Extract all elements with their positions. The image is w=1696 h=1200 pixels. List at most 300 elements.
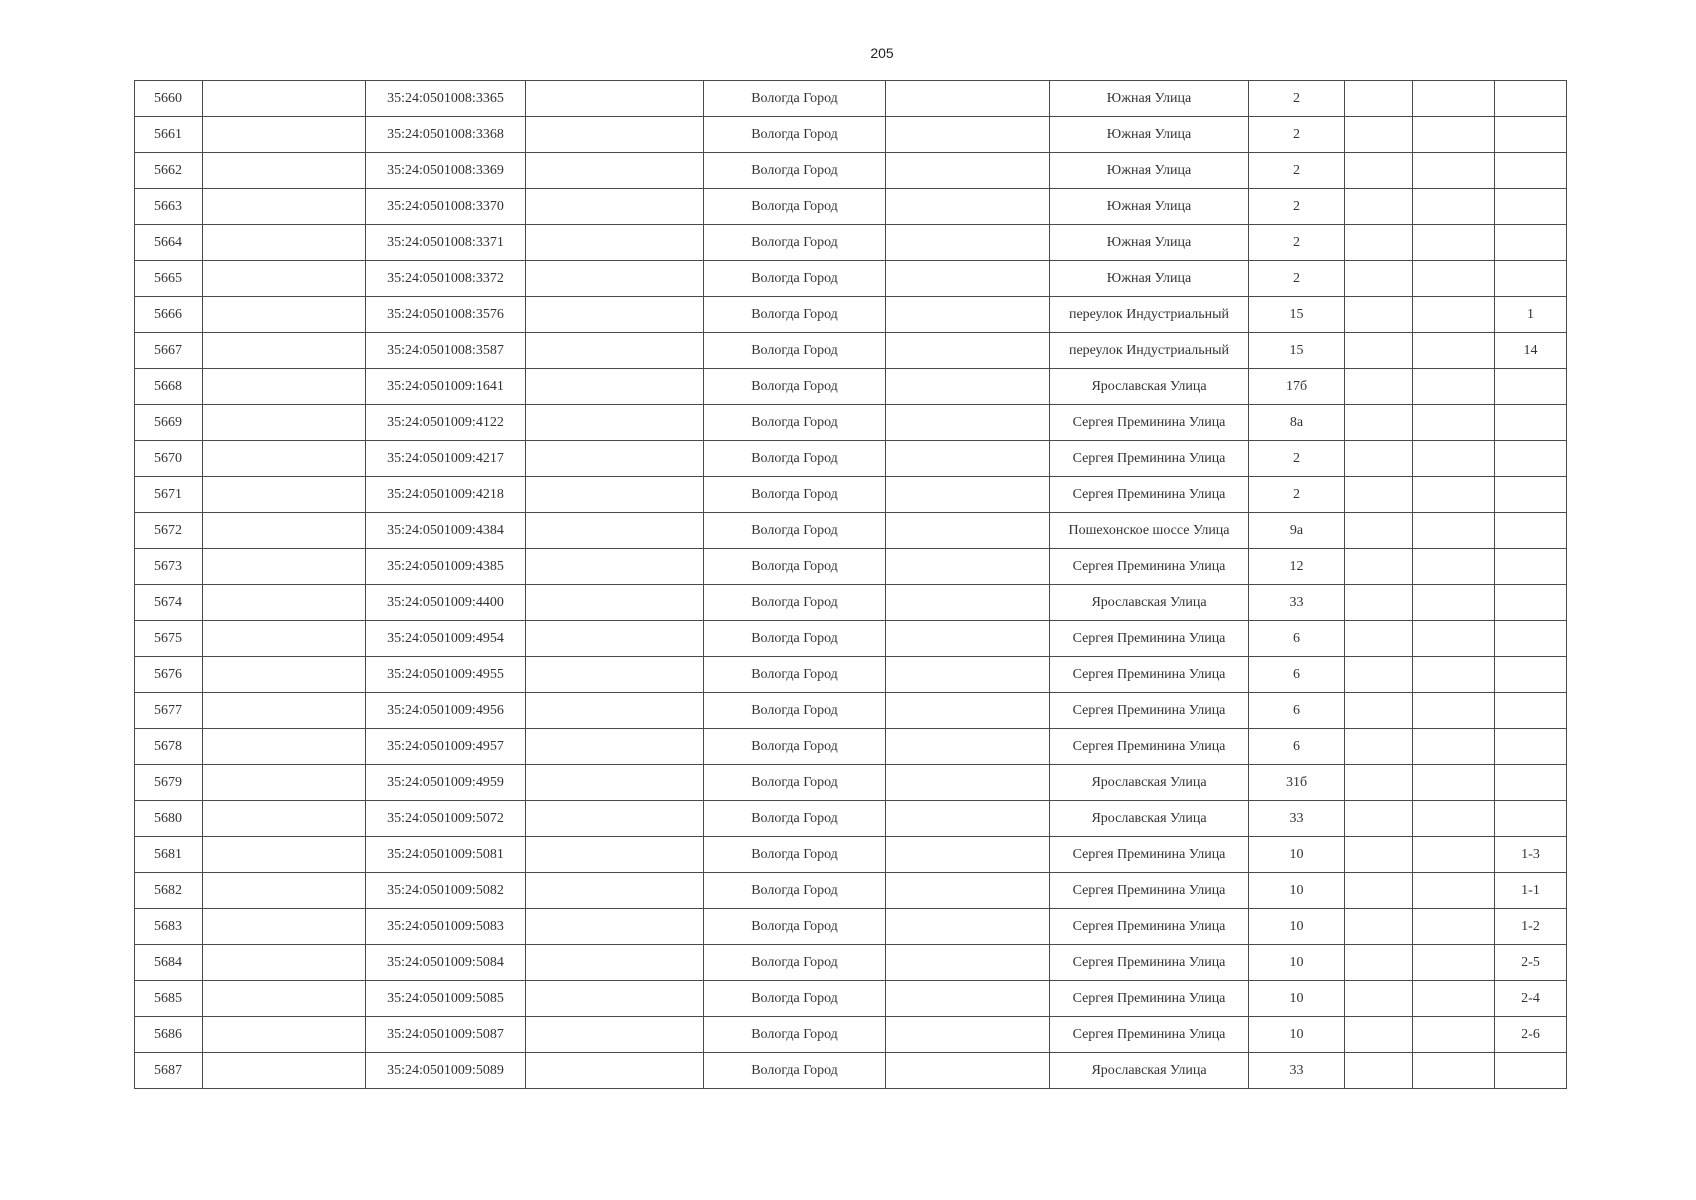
cell-empty xyxy=(1345,261,1413,297)
cell-street: Сергея Преминина Улица xyxy=(1050,729,1249,765)
cell-empty xyxy=(526,513,704,549)
cell-empty xyxy=(886,621,1050,657)
cell-city: Вологда Город xyxy=(704,405,886,441)
table-row xyxy=(135,189,1567,225)
cell-house: 6 xyxy=(1249,729,1345,765)
cell-cadastral-number: 35:24:0501009:5085 xyxy=(366,981,526,1017)
cell-cadastral-number: 35:24:0501009:5082 xyxy=(366,873,526,909)
cell-empty xyxy=(1413,657,1495,693)
cell-house: 15 xyxy=(1249,297,1345,333)
cell-street: Сергея Преминина Улица xyxy=(1050,837,1249,873)
cell-street: Сергея Преминина Улица xyxy=(1050,693,1249,729)
cell-empty xyxy=(526,225,704,261)
cell-house: 10 xyxy=(1249,1017,1345,1053)
cell-flat: 1-3 xyxy=(1495,837,1567,873)
table-row xyxy=(135,297,1567,333)
cell-street: Ярославская Улица xyxy=(1050,585,1249,621)
cell-cadastral-number: 35:24:0501009:5072 xyxy=(366,801,526,837)
cell-empty xyxy=(1345,405,1413,441)
cell-city: Вологда Город xyxy=(704,909,886,945)
cell-empty xyxy=(526,405,704,441)
cell-city: Вологда Город xyxy=(704,225,886,261)
cell-empty xyxy=(886,765,1050,801)
cell-street: Сергея Преминина Улица xyxy=(1050,909,1249,945)
cell-house: 2 xyxy=(1249,117,1345,153)
cell-house: 2 xyxy=(1249,261,1345,297)
cell-empty xyxy=(886,549,1050,585)
cell-city: Вологда Город xyxy=(704,1053,886,1089)
cell-flat: 1-2 xyxy=(1495,909,1567,945)
table-row xyxy=(135,117,1567,153)
cell-empty xyxy=(203,153,366,189)
cell-empty xyxy=(886,369,1050,405)
cell-cadastral-number: 35:24:0501009:4122 xyxy=(366,405,526,441)
cell-flat xyxy=(1495,477,1567,513)
cell-empty xyxy=(886,297,1050,333)
cell-city: Вологда Город xyxy=(704,297,886,333)
table-row xyxy=(135,765,1567,801)
cell-empty xyxy=(1345,873,1413,909)
registry-table xyxy=(134,80,1567,1089)
cell-city: Вологда Город xyxy=(704,1017,886,1053)
cell-flat xyxy=(1495,513,1567,549)
cell-empty xyxy=(526,117,704,153)
page-number: 205 xyxy=(870,45,894,61)
cell-city: Вологда Город xyxy=(704,801,886,837)
cell-empty xyxy=(1413,81,1495,117)
cell-city: Вологда Город xyxy=(704,693,886,729)
cell-empty xyxy=(1413,117,1495,153)
cell-empty xyxy=(203,981,366,1017)
cell-flat: 1-1 xyxy=(1495,873,1567,909)
cell-empty xyxy=(526,369,704,405)
cell-empty xyxy=(1413,837,1495,873)
cell-empty xyxy=(526,81,704,117)
cell-street: Сергея Преминина Улица xyxy=(1050,945,1249,981)
table-row xyxy=(135,837,1567,873)
cell-empty xyxy=(526,297,704,333)
cell-empty xyxy=(1345,945,1413,981)
cell-street: Южная Улица xyxy=(1050,189,1249,225)
cell-flat xyxy=(1495,441,1567,477)
cell-empty xyxy=(526,1017,704,1053)
cell-empty xyxy=(1413,477,1495,513)
cell-flat xyxy=(1495,765,1567,801)
cell-street: Ярославская Улица xyxy=(1050,801,1249,837)
cell-empty xyxy=(1345,153,1413,189)
cell-empty xyxy=(1345,513,1413,549)
cell-house: 10 xyxy=(1249,945,1345,981)
cell-row-number: 5678 xyxy=(135,729,203,765)
cell-empty xyxy=(203,873,366,909)
cell-empty xyxy=(203,1017,366,1053)
cell-row-number: 5675 xyxy=(135,621,203,657)
cell-empty xyxy=(1345,189,1413,225)
cell-empty xyxy=(886,477,1050,513)
cell-empty xyxy=(1413,765,1495,801)
cell-empty xyxy=(526,693,704,729)
cell-cadastral-number: 35:24:0501008:3365 xyxy=(366,81,526,117)
cell-empty xyxy=(886,333,1050,369)
table-row xyxy=(135,81,1567,117)
cell-empty xyxy=(203,225,366,261)
cell-row-number: 5673 xyxy=(135,549,203,585)
cell-empty xyxy=(1413,585,1495,621)
cell-empty xyxy=(1413,981,1495,1017)
cell-house: 10 xyxy=(1249,981,1345,1017)
cell-flat xyxy=(1495,153,1567,189)
cell-empty xyxy=(1345,909,1413,945)
cell-row-number: 5676 xyxy=(135,657,203,693)
table-row xyxy=(135,333,1567,369)
cell-empty xyxy=(1413,297,1495,333)
cell-cadastral-number: 35:24:0501009:4217 xyxy=(366,441,526,477)
cell-cadastral-number: 35:24:0501009:5083 xyxy=(366,909,526,945)
cell-empty xyxy=(1413,909,1495,945)
cell-empty xyxy=(526,549,704,585)
table-row xyxy=(135,1053,1567,1089)
cell-empty xyxy=(1413,1053,1495,1089)
cell-flat xyxy=(1495,657,1567,693)
cell-house: 10 xyxy=(1249,837,1345,873)
table-row xyxy=(135,441,1567,477)
cell-flat: 2-4 xyxy=(1495,981,1567,1017)
cell-empty xyxy=(886,117,1050,153)
cell-empty xyxy=(1345,837,1413,873)
cell-empty xyxy=(203,297,366,333)
cell-empty xyxy=(526,477,704,513)
table-row xyxy=(135,225,1567,261)
cell-house: 2 xyxy=(1249,81,1345,117)
cell-city: Вологда Город xyxy=(704,729,886,765)
cell-empty xyxy=(526,333,704,369)
table-row xyxy=(135,945,1567,981)
cell-empty xyxy=(886,909,1050,945)
cell-flat xyxy=(1495,585,1567,621)
cell-empty xyxy=(526,909,704,945)
table-row xyxy=(135,513,1567,549)
cell-city: Вологда Город xyxy=(704,549,886,585)
cell-empty xyxy=(1413,333,1495,369)
table-row xyxy=(135,981,1567,1017)
cell-cadastral-number: 35:24:0501009:4955 xyxy=(366,657,526,693)
cell-flat xyxy=(1495,1053,1567,1089)
cell-empty xyxy=(203,117,366,153)
table-row xyxy=(135,801,1567,837)
table-row xyxy=(135,657,1567,693)
cell-empty xyxy=(203,945,366,981)
cell-row-number: 5668 xyxy=(135,369,203,405)
cell-city: Вологда Город xyxy=(704,333,886,369)
cell-row-number: 5660 xyxy=(135,81,203,117)
cell-street: Пошехонское шоссе Улица xyxy=(1050,513,1249,549)
cell-empty xyxy=(1413,261,1495,297)
cell-street: Сергея Преминина Улица xyxy=(1050,621,1249,657)
cell-empty xyxy=(526,801,704,837)
cell-city: Вологда Город xyxy=(704,621,886,657)
cell-empty xyxy=(886,837,1050,873)
cell-empty xyxy=(526,621,704,657)
cell-house: 33 xyxy=(1249,1053,1345,1089)
cell-empty xyxy=(1413,441,1495,477)
cell-empty xyxy=(1413,225,1495,261)
cell-street: Сергея Преминина Улица xyxy=(1050,981,1249,1017)
cell-city: Вологда Город xyxy=(704,441,886,477)
cell-city: Вологда Город xyxy=(704,81,886,117)
cell-house: 2 xyxy=(1249,477,1345,513)
cell-row-number: 5684 xyxy=(135,945,203,981)
cell-empty xyxy=(526,945,704,981)
table-row xyxy=(135,909,1567,945)
cell-house: 6 xyxy=(1249,693,1345,729)
cell-empty xyxy=(526,981,704,1017)
cell-empty xyxy=(526,261,704,297)
table-row xyxy=(135,477,1567,513)
cell-row-number: 5671 xyxy=(135,477,203,513)
cell-row-number: 5683 xyxy=(135,909,203,945)
cell-empty xyxy=(886,81,1050,117)
cell-empty xyxy=(1345,729,1413,765)
cell-empty xyxy=(526,657,704,693)
cell-city: Вологда Город xyxy=(704,837,886,873)
cell-empty xyxy=(1345,765,1413,801)
cell-empty xyxy=(886,261,1050,297)
cell-empty xyxy=(203,513,366,549)
cell-flat xyxy=(1495,729,1567,765)
cell-house: 12 xyxy=(1249,549,1345,585)
cell-cadastral-number: 35:24:0501008:3369 xyxy=(366,153,526,189)
cell-house: 6 xyxy=(1249,657,1345,693)
cell-city: Вологда Город xyxy=(704,261,886,297)
cell-street: Южная Улица xyxy=(1050,153,1249,189)
cell-empty xyxy=(203,801,366,837)
cell-house: 2 xyxy=(1249,225,1345,261)
cell-cadastral-number: 35:24:0501009:5084 xyxy=(366,945,526,981)
cell-row-number: 5686 xyxy=(135,1017,203,1053)
cell-street: переулок Индустриальный xyxy=(1050,297,1249,333)
cell-house: 2 xyxy=(1249,153,1345,189)
cell-empty xyxy=(886,981,1050,1017)
cell-empty xyxy=(886,225,1050,261)
cell-empty xyxy=(203,837,366,873)
cell-empty xyxy=(203,585,366,621)
cell-empty xyxy=(203,369,366,405)
cell-empty xyxy=(203,189,366,225)
cell-cadastral-number: 35:24:0501008:3370 xyxy=(366,189,526,225)
cell-flat: 2-6 xyxy=(1495,1017,1567,1053)
cell-empty xyxy=(1345,81,1413,117)
table-row xyxy=(135,153,1567,189)
cell-street: Ярославская Улица xyxy=(1050,765,1249,801)
cell-empty xyxy=(203,1053,366,1089)
cell-empty xyxy=(886,153,1050,189)
cell-cadastral-number: 35:24:0501008:3372 xyxy=(366,261,526,297)
cell-empty xyxy=(1345,549,1413,585)
cell-empty xyxy=(203,765,366,801)
cell-flat: 1 xyxy=(1495,297,1567,333)
cell-street: Южная Улица xyxy=(1050,261,1249,297)
cell-empty xyxy=(1413,189,1495,225)
cell-empty xyxy=(1413,153,1495,189)
cell-empty xyxy=(526,729,704,765)
cell-flat xyxy=(1495,621,1567,657)
cell-row-number: 5663 xyxy=(135,189,203,225)
cell-flat xyxy=(1495,693,1567,729)
cell-empty xyxy=(1345,621,1413,657)
cell-flat xyxy=(1495,405,1567,441)
cell-empty xyxy=(1345,693,1413,729)
cell-empty xyxy=(203,441,366,477)
cell-empty xyxy=(886,513,1050,549)
table-row xyxy=(135,585,1567,621)
table-row xyxy=(135,873,1567,909)
cell-house: 33 xyxy=(1249,801,1345,837)
cell-empty xyxy=(1413,513,1495,549)
cell-row-number: 5685 xyxy=(135,981,203,1017)
cell-row-number: 5672 xyxy=(135,513,203,549)
cell-row-number: 5665 xyxy=(135,261,203,297)
cell-row-number: 5661 xyxy=(135,117,203,153)
cell-house: 2 xyxy=(1249,189,1345,225)
cell-flat: 14 xyxy=(1495,333,1567,369)
table-row xyxy=(135,621,1567,657)
cell-street: Ярославская Улица xyxy=(1050,1053,1249,1089)
cell-empty xyxy=(526,441,704,477)
cell-cadastral-number: 35:24:0501009:4385 xyxy=(366,549,526,585)
cell-street: Сергея Преминина Улица xyxy=(1050,405,1249,441)
cell-cadastral-number: 35:24:0501009:4400 xyxy=(366,585,526,621)
cell-row-number: 5666 xyxy=(135,297,203,333)
cell-street: Сергея Преминина Улица xyxy=(1050,477,1249,513)
cell-empty xyxy=(203,477,366,513)
cell-row-number: 5679 xyxy=(135,765,203,801)
cell-cadastral-number: 35:24:0501009:4384 xyxy=(366,513,526,549)
cell-cadastral-number: 35:24:0501009:1641 xyxy=(366,369,526,405)
cell-row-number: 5669 xyxy=(135,405,203,441)
cell-empty xyxy=(203,621,366,657)
cell-empty xyxy=(886,1017,1050,1053)
cell-flat xyxy=(1495,117,1567,153)
cell-house: 31б xyxy=(1249,765,1345,801)
table-row xyxy=(135,729,1567,765)
cell-row-number: 5664 xyxy=(135,225,203,261)
cell-empty xyxy=(1345,297,1413,333)
cell-street: Сергея Преминина Улица xyxy=(1050,657,1249,693)
cell-row-number: 5662 xyxy=(135,153,203,189)
table-row xyxy=(135,693,1567,729)
cell-empty xyxy=(1413,801,1495,837)
cell-empty xyxy=(203,693,366,729)
cell-empty xyxy=(1413,729,1495,765)
cell-city: Вологда Город xyxy=(704,873,886,909)
cell-city: Вологда Город xyxy=(704,765,886,801)
cell-empty xyxy=(886,801,1050,837)
table-row xyxy=(135,1017,1567,1053)
table-row xyxy=(135,549,1567,585)
cell-house: 8а xyxy=(1249,405,1345,441)
cell-empty xyxy=(1345,657,1413,693)
cell-city: Вологда Город xyxy=(704,657,886,693)
cell-cadastral-number: 35:24:0501009:4957 xyxy=(366,729,526,765)
cell-empty xyxy=(886,729,1050,765)
cell-street: Южная Улица xyxy=(1050,81,1249,117)
cell-house: 9а xyxy=(1249,513,1345,549)
cell-city: Вологда Город xyxy=(704,477,886,513)
cell-empty xyxy=(1345,477,1413,513)
cell-empty xyxy=(1345,441,1413,477)
cell-empty xyxy=(526,189,704,225)
cell-empty xyxy=(1345,1017,1413,1053)
cell-house: 6 xyxy=(1249,621,1345,657)
cell-city: Вологда Город xyxy=(704,117,886,153)
cell-cadastral-number: 35:24:0501008:3368 xyxy=(366,117,526,153)
cell-street: Южная Улица xyxy=(1050,225,1249,261)
cell-empty xyxy=(1345,1053,1413,1089)
cell-empty xyxy=(203,405,366,441)
cell-empty xyxy=(203,729,366,765)
table-row xyxy=(135,369,1567,405)
cell-row-number: 5680 xyxy=(135,801,203,837)
cell-empty xyxy=(526,585,704,621)
cell-empty xyxy=(1413,549,1495,585)
cell-cadastral-number: 35:24:0501009:5087 xyxy=(366,1017,526,1053)
cell-house: 10 xyxy=(1249,873,1345,909)
cell-empty xyxy=(526,1053,704,1089)
cell-empty xyxy=(886,693,1050,729)
cell-flat xyxy=(1495,801,1567,837)
cell-cadastral-number: 35:24:0501009:5081 xyxy=(366,837,526,873)
cell-city: Вологда Город xyxy=(704,513,886,549)
cell-city: Вологда Город xyxy=(704,153,886,189)
cell-empty xyxy=(886,1053,1050,1089)
table-row xyxy=(135,261,1567,297)
cell-street: Сергея Преминина Улица xyxy=(1050,873,1249,909)
cell-cadastral-number: 35:24:0501009:4959 xyxy=(366,765,526,801)
cell-empty xyxy=(1413,621,1495,657)
cell-street: Сергея Преминина Улица xyxy=(1050,441,1249,477)
cell-street: Сергея Преминина Улица xyxy=(1050,549,1249,585)
cell-city: Вологда Город xyxy=(704,945,886,981)
cell-empty xyxy=(886,873,1050,909)
cell-empty xyxy=(203,81,366,117)
cell-empty xyxy=(526,153,704,189)
cell-empty xyxy=(886,441,1050,477)
cell-empty xyxy=(526,765,704,801)
cell-flat xyxy=(1495,225,1567,261)
table-row xyxy=(135,405,1567,441)
cell-empty xyxy=(886,189,1050,225)
cell-house: 33 xyxy=(1249,585,1345,621)
cell-cadastral-number: 35:24:0501009:4956 xyxy=(366,693,526,729)
cell-house: 2 xyxy=(1249,441,1345,477)
cell-flat xyxy=(1495,261,1567,297)
cell-empty xyxy=(1345,369,1413,405)
cell-empty xyxy=(1345,801,1413,837)
cell-empty xyxy=(1345,225,1413,261)
cell-city: Вологда Город xyxy=(704,585,886,621)
cell-empty xyxy=(886,945,1050,981)
cell-empty xyxy=(203,333,366,369)
cell-empty xyxy=(203,657,366,693)
cell-cadastral-number: 35:24:0501008:3587 xyxy=(366,333,526,369)
cell-street: Сергея Преминина Улица xyxy=(1050,1017,1249,1053)
cell-row-number: 5670 xyxy=(135,441,203,477)
cell-city: Вологда Город xyxy=(704,369,886,405)
cell-empty xyxy=(886,405,1050,441)
cell-empty xyxy=(526,873,704,909)
cell-row-number: 5667 xyxy=(135,333,203,369)
cell-row-number: 5687 xyxy=(135,1053,203,1089)
